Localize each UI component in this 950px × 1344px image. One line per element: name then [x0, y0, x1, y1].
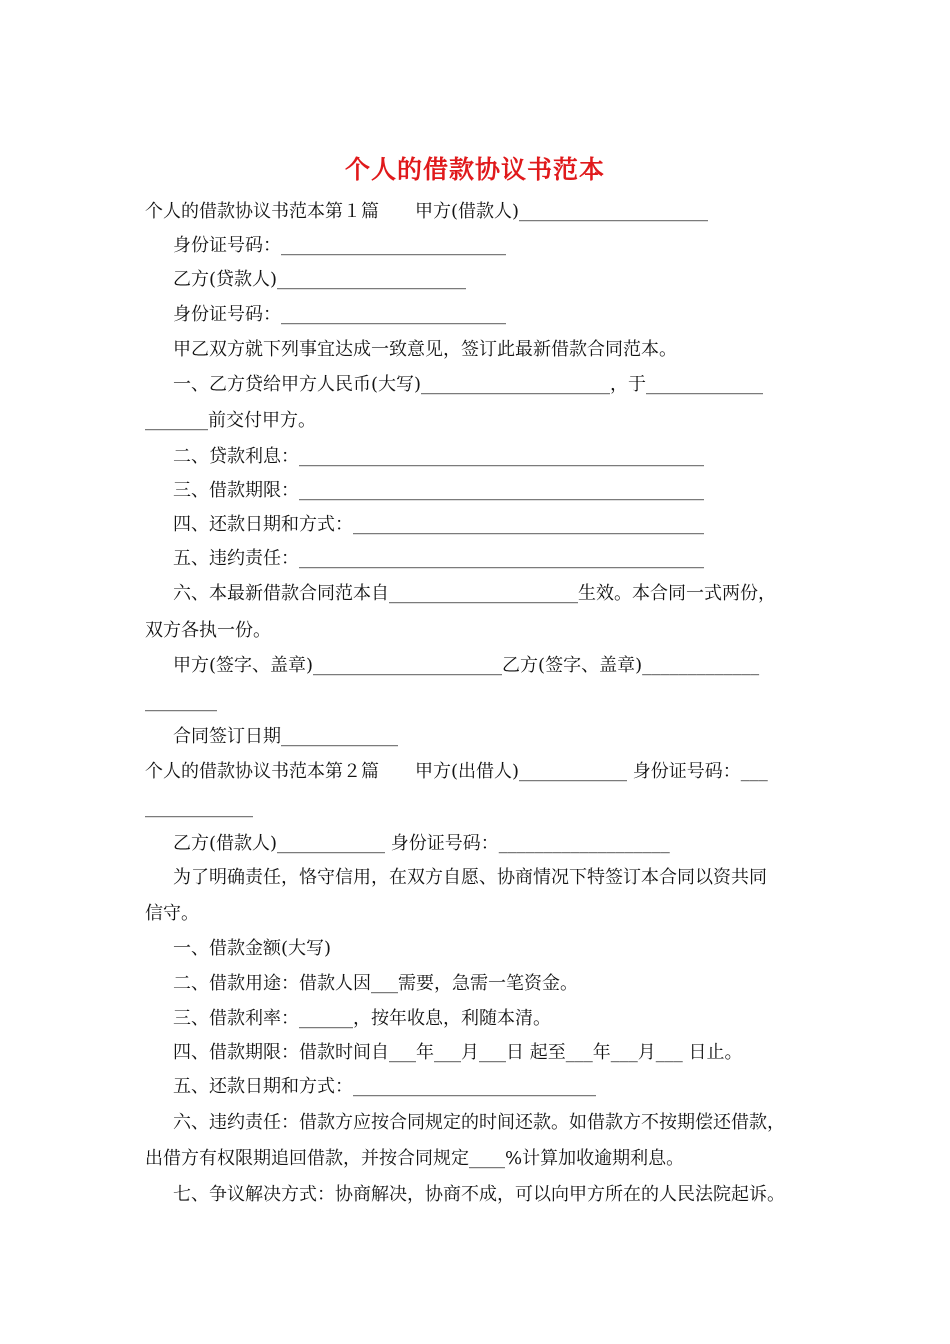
text-line: 二、贷款利息：_____________________________________________: [173, 446, 704, 467]
text-line: 合同签订日期_____________: [173, 726, 398, 747]
text-line: 一、借款金额(大写): [173, 938, 332, 959]
document-title: 个人的借款协议书范本: [344, 155, 605, 184]
text-line: 四、还款日期和方式：_______________________________________: [173, 514, 704, 535]
text-line: 三、借款期限：_____________________________________________: [173, 480, 704, 501]
text-line: 六、本最新借款合同范本自_____________________生效。本合同一式两份，: [173, 583, 776, 604]
text-line: 二、借款用途：借款人因___需要，急需一笔资金。: [173, 973, 578, 994]
text-line: 甲乙双方就下列事宜达成一致意见，签订此最新借款合同范本。: [173, 339, 677, 360]
text-line: 一、乙方贷给甲方人民币(大写)_____________________，于_____________: [173, 374, 764, 395]
text-line: 甲方(签字、盖章)_____________________乙方(签字、盖章)_____________: [173, 655, 760, 676]
text-line: 身份证号码：_________________________: [173, 235, 506, 256]
text-line: 乙方(借款人)____________ 身份证号码：___________________: [173, 833, 670, 854]
text-line: 七、争议解决方式：协商解决，协商不成，可以向甲方所在的人民法院起诉。: [173, 1184, 785, 1205]
text-line: 为了明确责任，恪守信用，在双方自愿、协商情况下特签订本合同以资共同: [173, 867, 767, 888]
text-line: ________: [145, 691, 217, 712]
text-line: 出借方有权限期追回借款，并按合同规定____%计算加收逾期利息。: [145, 1148, 685, 1169]
text-line: 三、借款利率：______，按年收息，利随本清。: [173, 1008, 551, 1029]
text-line: 乙方(贷款人)_____________________: [173, 269, 467, 290]
text-line: 六、违约责任：借款方应按合同规定的时间还款。如借款方不按期偿还借款，: [173, 1112, 785, 1133]
text-line: 五、还款日期和方式：___________________________: [173, 1076, 596, 1097]
text-line: ____________: [145, 797, 253, 818]
text-line: 四、借款期限：借款时间自___年___月___日 起至___年___月___ 日止。: [173, 1042, 743, 1063]
text-line: 双方各执一份。: [145, 620, 271, 641]
text-line: 身份证号码：_________________________: [173, 304, 506, 325]
text-line: _______前交付甲方。: [145, 410, 316, 431]
text-line: 五、违约责任：_____________________________________________: [173, 548, 704, 569]
text-line: 信守。: [145, 903, 199, 924]
text-line: 个人的借款协议书范本第２篇 甲方(出借人)____________ 身份证号码：___: [145, 761, 768, 782]
text-line: 个人的借款协议书范本第１篇 甲方(借款人)_____________________: [145, 201, 709, 222]
